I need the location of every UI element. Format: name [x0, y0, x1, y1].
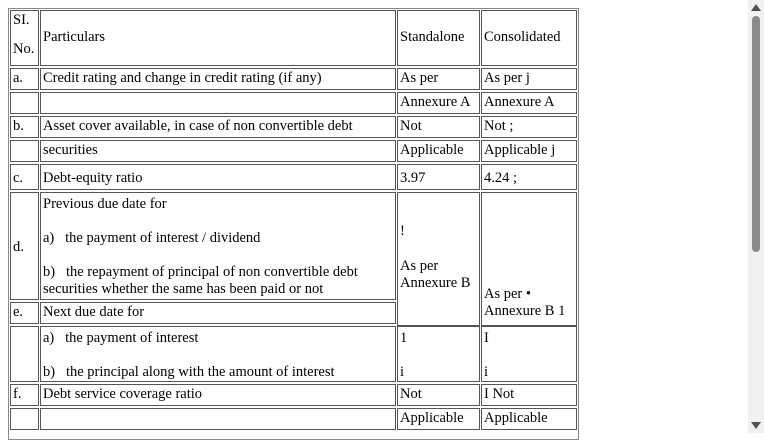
row-e-consolidated-2: i	[484, 364, 489, 380]
row-d-particulars	[40, 192, 396, 300]
row-f-consolidated-1: I Not	[481, 384, 577, 406]
row-a-standalone-2: Annexure A	[397, 92, 480, 114]
consolidated-de-cell	[481, 192, 577, 326]
row-d-standalone-2: Annexure B	[400, 275, 471, 291]
row-d-item-b-2: securities whether the same has been paid or not	[43, 281, 324, 297]
consolidated-de-line-2: Annexure B 1	[484, 303, 566, 319]
row-e-item-b: b) the principal along with the amount of interest	[43, 364, 335, 380]
scroll-up-arrow-icon[interactable]	[751, 4, 761, 11]
row-a-particulars: Credit rating and change in credit rating (if any)	[40, 68, 396, 90]
row-a-sl-empty	[10, 92, 39, 114]
row-c-standalone: 3.97	[397, 164, 480, 190]
row-c-particulars: Debt-equity ratio	[40, 164, 396, 190]
row-f-sl: f.	[10, 384, 39, 406]
vertical-scrollbar[interactable]	[748, 0, 764, 433]
row-d-title: Previous due date for	[43, 196, 167, 212]
row-a-sl: a.	[10, 68, 39, 90]
header-sl-no-line1: SI.	[13, 12, 30, 28]
row-e-items	[40, 326, 396, 382]
row-b-particulars-1: Asset cover available, in case of non convertible debt	[40, 116, 396, 138]
row-b-sl: b.	[10, 116, 39, 138]
row-f-standalone-1: Not	[397, 384, 480, 406]
row-d-item-a: a) the payment of interest / dividend	[43, 230, 261, 246]
row-f-consolidated-2: Applicable	[481, 408, 577, 430]
row-f-sl-empty	[10, 408, 39, 430]
row-b-sl-empty	[10, 140, 39, 162]
row-b-consolidated-1: Not ;	[481, 116, 577, 138]
row-f-standalone-2: Applicable	[397, 408, 480, 430]
row-d-standalone-1: As per	[400, 258, 439, 274]
row-e-standalone-2: i	[400, 364, 405, 380]
row-b-particulars-2: securities	[40, 140, 396, 162]
row-e-standalone	[397, 326, 480, 382]
header-standalone: Standalone	[397, 10, 480, 66]
row-d-standalone	[397, 192, 480, 326]
row-e-particulars: Next due date for	[40, 302, 396, 324]
row-b-standalone-1: Not	[397, 116, 480, 138]
consolidated-de-line-1: As per •	[484, 286, 531, 302]
row-f-particulars: Debt service coverage ratio	[40, 384, 396, 406]
row-c-sl: c.	[10, 164, 39, 190]
row-a-standalone-1: As per	[397, 68, 480, 90]
row-b-standalone-2: Applicable	[397, 140, 480, 162]
row-a-consolidated-2: Annexure A	[481, 92, 577, 114]
scroll-down-arrow-icon[interactable]	[751, 422, 761, 429]
header-sl-no-line2: No.	[13, 41, 35, 57]
row-e-consolidated-1: I	[484, 330, 489, 346]
row-a-consolidated-1: As per j	[481, 68, 577, 90]
row-b-consolidated-2: Applicable j	[481, 140, 577, 162]
row-e-item-a: a) the payment of interest	[43, 330, 199, 346]
header-sl-no	[10, 10, 39, 66]
row-e-sl-empty	[10, 326, 39, 382]
row-c-consolidated: 4.24 ;	[481, 164, 577, 190]
scrollbar-thumb[interactable]	[752, 16, 760, 252]
header-particulars: Particulars	[40, 10, 396, 66]
row-d-standalone-mark: !	[400, 223, 405, 239]
row-e-consolidated	[481, 326, 577, 382]
row-f-particulars-empty	[40, 408, 396, 430]
row-a-particulars-empty	[40, 92, 396, 114]
row-d-item-b-1: b) the repayment of principal of non convertible debt	[43, 264, 358, 280]
row-e-standalone-1: 1	[400, 330, 408, 346]
header-consolidated: Consolidated	[481, 10, 577, 66]
row-d-sl: d.	[10, 192, 39, 300]
row-e-sl: e.	[10, 302, 39, 324]
